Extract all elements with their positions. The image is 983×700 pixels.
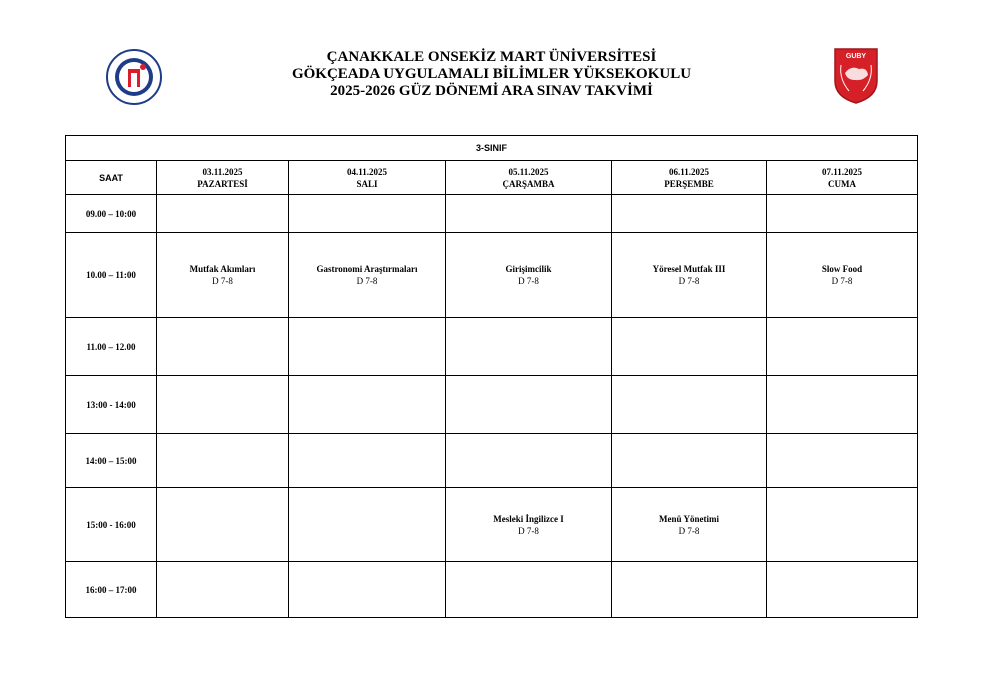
day-date: 07.11.2025 [822, 166, 863, 177]
schedule-cell [289, 233, 446, 318]
day-header [157, 161, 289, 195]
course-name: Girişimcilik [505, 264, 552, 274]
day-header [446, 161, 612, 195]
schedule-cell [612, 318, 767, 376]
schedule-cell [289, 376, 446, 434]
time-slot-row [66, 233, 918, 318]
day-date: 03.11.2025 [202, 166, 243, 177]
schedule-cell [767, 376, 918, 434]
day-header [767, 161, 918, 195]
day-header [289, 161, 446, 195]
schedule-cell [157, 233, 289, 318]
time-slot-row [66, 318, 918, 376]
course-name: Gastronomi Araştırmaları [316, 264, 418, 274]
university-title: ÇANAKKALE ONSEKİZ MART ÜNİVERSİTESİ [326, 49, 657, 65]
schedule-cell [289, 562, 446, 618]
schedule-cell [289, 195, 446, 233]
schedule-cell [157, 434, 289, 488]
course-name: Mutfak Akımları [189, 264, 256, 274]
schedule-cell [446, 562, 612, 618]
schedule-cell [767, 562, 918, 618]
room: D 7-8 [356, 276, 378, 286]
schedule-cell [612, 434, 767, 488]
time-slot: 09.00 – 10:00 [66, 195, 157, 233]
day-name: PERŞEMBE [664, 178, 714, 189]
schedule-cell [157, 195, 289, 233]
schedule-cell [289, 318, 446, 376]
schedule-cell [767, 488, 918, 562]
time-slot: 13:00 - 14:00 [66, 376, 157, 434]
guby-logo-text: GUBY [845, 53, 867, 60]
schedule-cell [157, 318, 289, 376]
course-name: Mesleki İngilizce I [493, 513, 564, 524]
schedule-cell [446, 376, 612, 434]
class-row [66, 136, 918, 161]
schedule-cell [767, 318, 918, 376]
day-name: PAZARTESİ [197, 178, 248, 189]
school-title: GÖKÇEADA UYGULAMALI BİLİMLER YÜKSEKOKULU [291, 66, 692, 82]
day-name: SALI [356, 178, 378, 189]
course-name: Yöresel Mutfak III [652, 264, 726, 274]
time-slot: 11.00 – 12.00 [66, 318, 157, 376]
schedule-cell [612, 488, 767, 562]
document-header [0, 49, 983, 100]
time-slot-row [66, 434, 918, 488]
time-slot-row [66, 195, 918, 233]
time-slot: 10.00 – 11:00 [66, 233, 157, 318]
day-header-row [66, 161, 918, 195]
course-name: Slow Food [821, 264, 863, 274]
schedule-cell [612, 233, 767, 318]
schedule-cell [446, 195, 612, 233]
room: D 7-8 [212, 276, 233, 286]
schedule-cell [157, 562, 289, 618]
course-name: Menü Yönetimi [659, 513, 719, 524]
schedule-cell [157, 376, 289, 434]
schedule-cell [446, 488, 612, 562]
room: D 7-8 [678, 276, 700, 286]
exam-schedule-title: 2025-2026 GÜZ DÖNEMİ ARA SINAV TAKVİMİ [330, 83, 653, 99]
time-slot: 15:00 - 16:00 [66, 488, 157, 562]
day-header [612, 161, 767, 195]
room: D 7-8 [831, 276, 853, 286]
schedule-cell [446, 434, 612, 488]
day-name: ÇARŞAMBA [502, 178, 555, 189]
day-date: 04.11.2025 [346, 166, 387, 177]
time-slot-row [66, 376, 918, 434]
schedule-cell [446, 318, 612, 376]
schedule-cell [289, 434, 446, 488]
schedule-cell [612, 376, 767, 434]
room: D 7-8 [518, 276, 539, 286]
time-slot-row [66, 488, 918, 562]
room: D 7-8 [678, 525, 700, 536]
day-name: CUMA [828, 178, 857, 189]
day-date: 05.11.2025 [508, 166, 549, 177]
day-date: 06.11.2025 [668, 166, 709, 177]
schedule-cell [157, 488, 289, 562]
schedule-cell [446, 233, 612, 318]
schedule-cell [612, 562, 767, 618]
schedule-cell [767, 434, 918, 488]
schedule-cell [612, 195, 767, 233]
schedule-cell [289, 488, 446, 562]
schedule-cell [767, 233, 918, 318]
saat-header: SAAT [66, 161, 157, 195]
exam-schedule-table [65, 135, 918, 618]
time-slot: 16:00 – 17:00 [66, 562, 157, 618]
schedule-cell [767, 195, 918, 233]
room: D 7-8 [518, 525, 539, 536]
class-label: 3-SINIF [66, 136, 918, 161]
time-slot-row [66, 562, 918, 618]
time-slot: 14:00 – 15:00 [66, 434, 157, 488]
